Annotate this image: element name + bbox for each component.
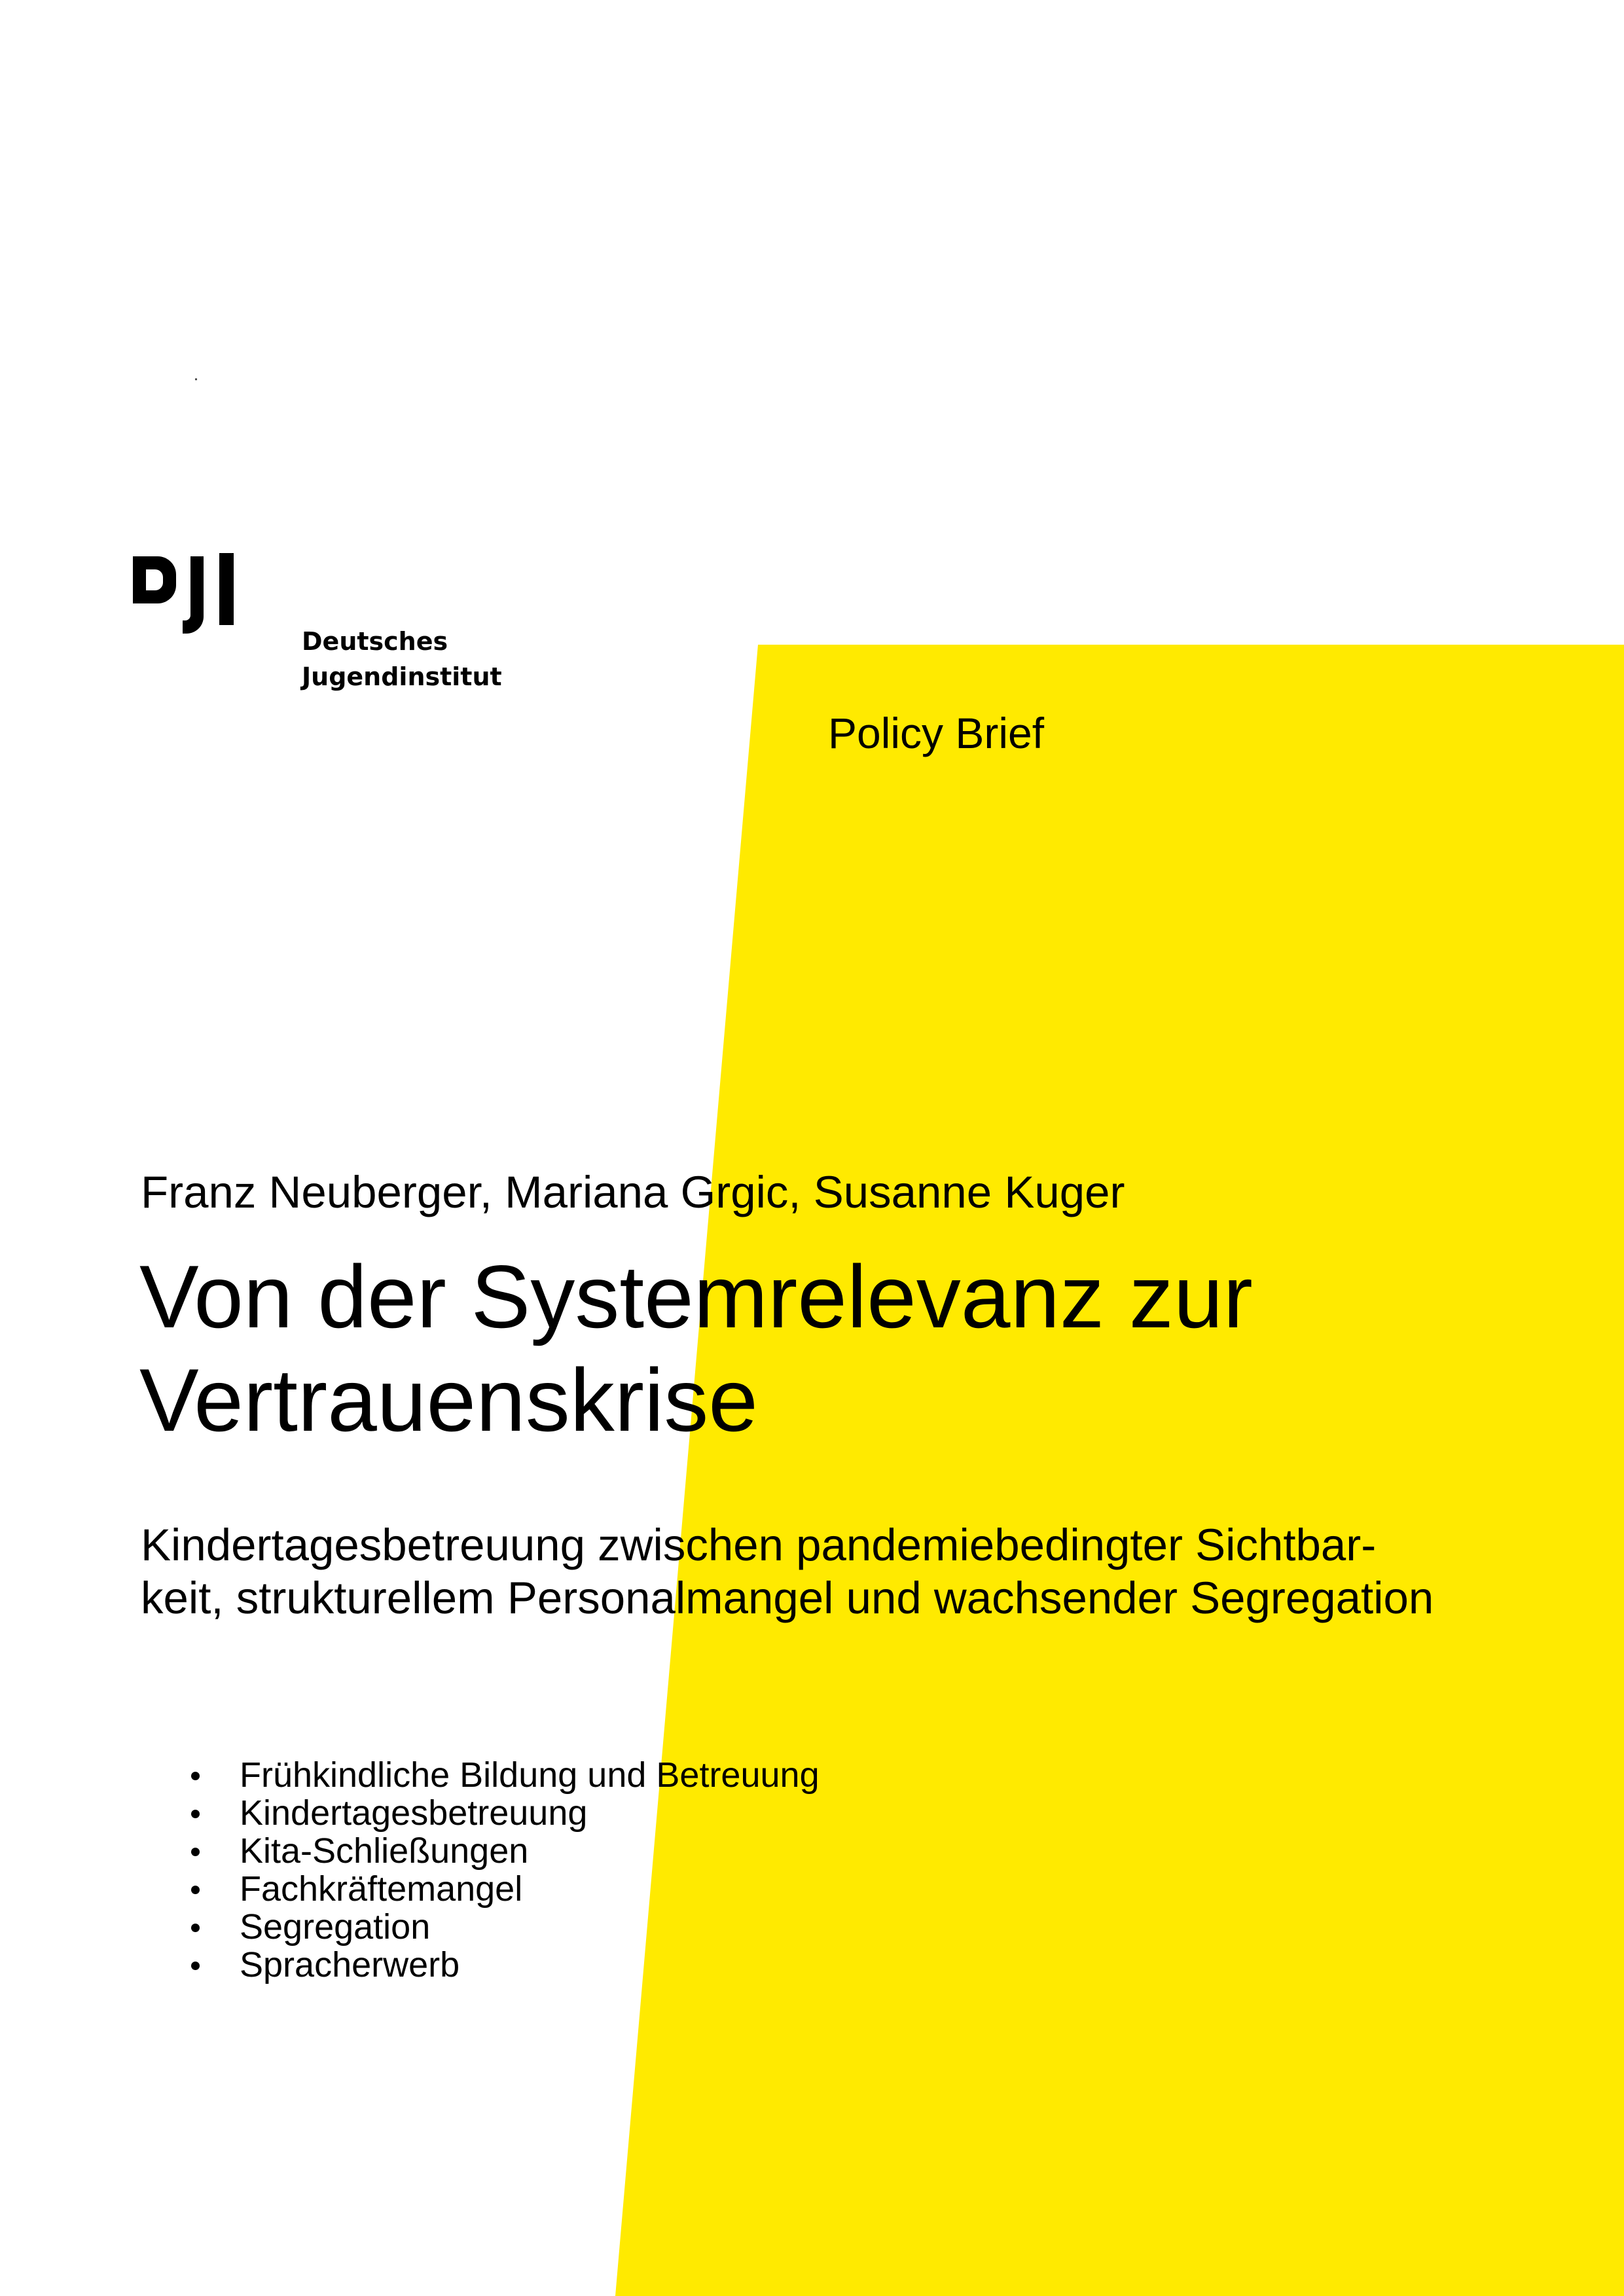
logo-wordmark <box>302 624 502 694</box>
bullet-icon <box>191 1924 200 1932</box>
subtitle-line-2: keit, strukturellem Personalmangel und wachsender Segregation <box>141 1573 1434 1623</box>
bullet-icon <box>191 1848 200 1856</box>
keyword-text: Kindertagesbetreuung <box>240 1793 588 1833</box>
keyword-item <box>189 1794 820 1832</box>
bullet-icon <box>191 1810 200 1818</box>
keyword-item <box>189 1870 820 1908</box>
keyword-item <box>189 1908 820 1946</box>
document-title <box>139 1245 1253 1452</box>
authors: Franz Neuberger, Mariana Grgic, Susanne Kuger <box>141 1167 1125 1217</box>
keyword-text: Spracherwerb <box>240 1945 460 1984</box>
bullet-icon <box>191 1886 200 1894</box>
keyword-list <box>189 1756 820 1984</box>
document-subtitle <box>141 1518 1434 1624</box>
logo-line-1: Deutsches <box>302 627 448 656</box>
keyword-text: Frühkindliche Bildung und Betreuung <box>240 1755 820 1795</box>
keyword-text: Kita-Schließungen <box>240 1831 529 1871</box>
stray-dot <box>195 378 197 380</box>
keyword-text: Segregation <box>240 1907 431 1946</box>
title-line-2: Vertrauenskrise <box>139 1350 758 1450</box>
keyword-item <box>189 1946 820 1984</box>
keyword-text: Fachkräftemangel <box>240 1869 523 1909</box>
yellow-polygon <box>615 645 1624 2296</box>
dji-logo <box>133 553 502 691</box>
bullet-icon <box>191 1962 200 1970</box>
keyword-item <box>189 1756 820 1794</box>
subtitle-line-1: Kindertagesbetreuung zwischen pandemiebedingter Sichtbar- <box>141 1520 1377 1570</box>
logo-line-2: Jugendinstitut <box>302 662 502 691</box>
bullet-icon <box>191 1772 200 1780</box>
dji-logo-mark-icon <box>133 553 270 651</box>
keyword-item <box>189 1832 820 1870</box>
document-type-label: Policy Brief <box>828 709 1045 757</box>
title-line-1: Von der Systemrelevanz zur <box>139 1247 1253 1346</box>
